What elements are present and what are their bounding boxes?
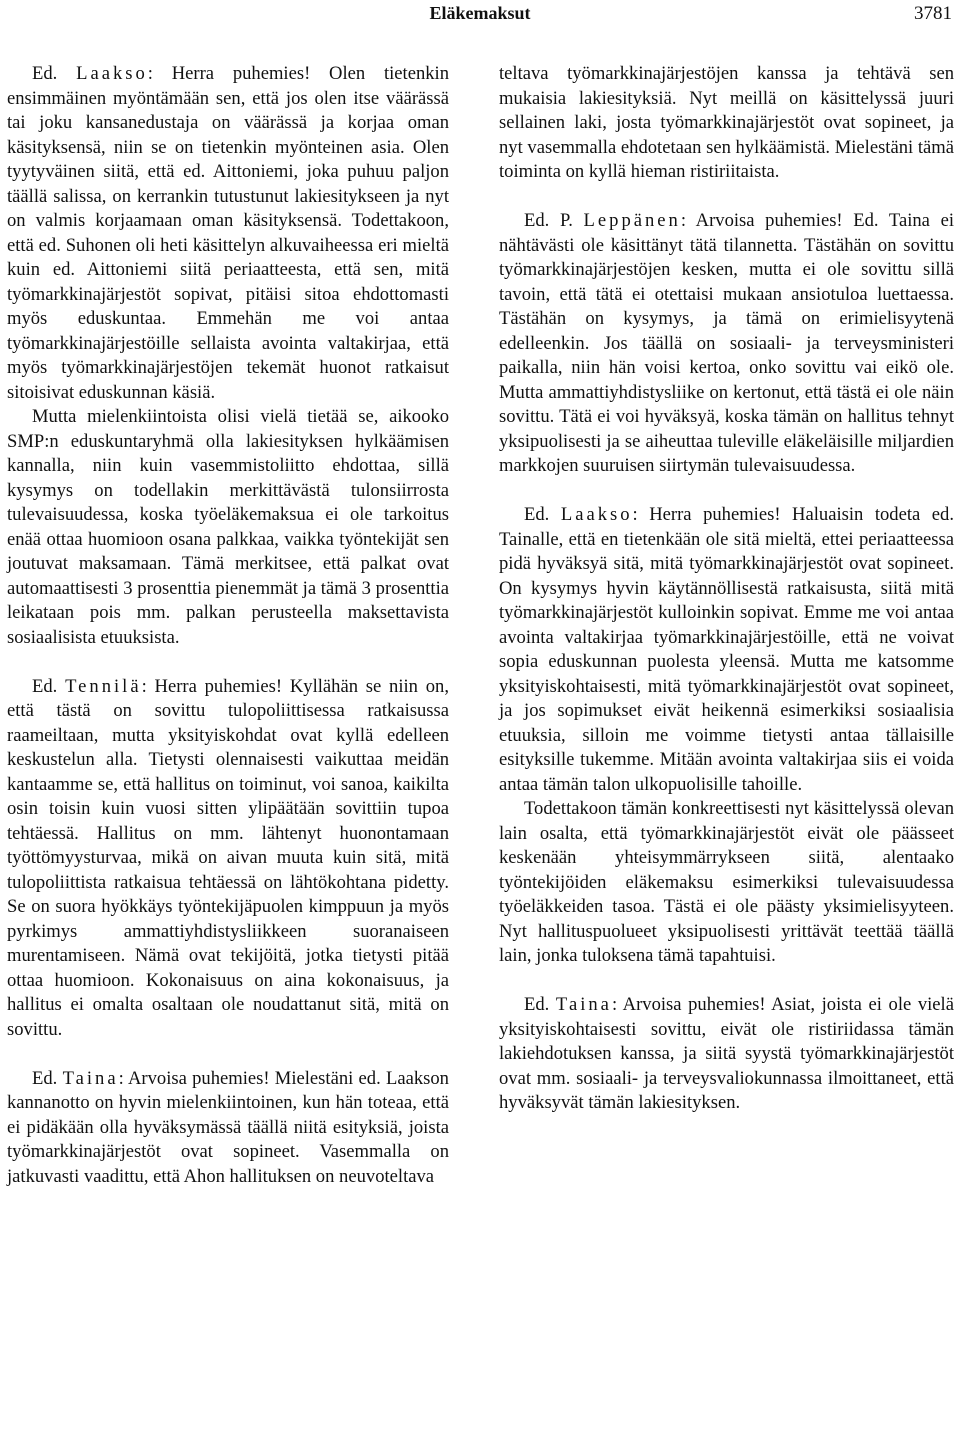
right-column bbox=[499, 62, 954, 1116]
speech-paragraph bbox=[499, 209, 954, 479]
speaker-title: Ed. bbox=[32, 1067, 58, 1089]
speech-paragraph bbox=[7, 675, 449, 1043]
paragraph-text: Todettakoon tämän konkreettisesti nyt käsittelyssä olevan lain osalta, että työmarkkinajärjestöt eivät ole päässeet keskenään yhteisymmärrykseen siitä, alentaako työntekijöiden eläkemaksu esimerkiksi tulevaisuudessa työeläkkeiden tasoa. Tästä ei ole päästy yksimielisyyteen. Nyt hallituspuolueet yksipuolisesti yrittävät teettää täällä lain, jonka tuloksena tämä tapahtuisi. bbox=[499, 798, 954, 966]
speaker-name: Taina bbox=[555, 994, 612, 1015]
speech-paragraph bbox=[7, 405, 449, 650]
paragraph-text: : Herra puhemies! Olen tietenkin ensimmäinen myöntämään sen, että jos olen itse väärässä tai joku kansanedustaja on väärässä ja korjaa oman käsityksensä, niin se on tietenkin myönteinen asia. Olen tyytyväinen siitä, että ed. Aittoniemi, joka puhuu paljon täällä salissa, on kerrankin tutustunut lakiesitykseen ja nyt on valmis korjaamaan oman käsityksensä. Todettakoon, että ed. Suhonen oli heti käsittelyn alkuvaiheessa eri mieltä kuin ed. Aittoniemi siitä periaatteesta, että sen, mitä työmarkkinajärjestöt sopivat, pitäisi sitoa ehdottomasti myös eduskuntaa. Emmehän me voi antaa työmarkkinajärjestöille sellaista avointa valtakirjaa, että myös työmarkkinajärjestöjen tekemät huonot ratkaisut sitoisivat eduskunnan käsiä. bbox=[7, 63, 450, 403]
paragraph-text: : Herra puhemies! Haluaisin todeta ed. Tainalle, että en tietenkään ole sitä mieltä, ettei periaatteessa pidä hyväksyä sitä, mitä työmarkkinajärjestöt ovat sopineet. On kysymys hyvin käytännöllisestä ratkaisusta, siitä mitä työmarkkinajärjestöt kulloinkin sopivat. Emme me voi antaa avointa valtakirjaa työmarkkinajärjestöille, että ne voivat sopia eduskunnan puolesta yleensä. Mutta me katsomme yksityiskohtaisesti, mitä työmarkkinajärjestöt ovat sopineet, ja jos sopimukset eivät heikennä esimerkiksi sosiaalisia etuuksia, silloin me voimme tietysti antaa tällaisille esityksille tukemme. Mitään avointa valtakirjaa siis ei voida antaa tämän talon ulkopuolisille tahoille. bbox=[499, 504, 954, 795]
speech-paragraph bbox=[7, 62, 449, 405]
speaker-title: Ed. bbox=[32, 63, 58, 84]
speaker-name: Laakso bbox=[76, 63, 148, 84]
speaker-title: Ed. bbox=[524, 994, 550, 1015]
speaker-name: Laakso bbox=[560, 504, 633, 525]
speaker-name: Taina bbox=[62, 1067, 119, 1089]
paragraph-text: : Arvoisa puhemies! Ed. Taina ei nähtävästi ole käsittänyt tätä tilannetta. Tästähän on sovittu työmarkkinajärjestöjen kesken, mutta ei ole sovittu sillä tavoin, että tätä ei otettaisi mukaan ansiotuloa luettaessa. Tästähän on kysymys, ja tämä on erimielisyytenä edelleenkin. Jos täällä on sosiaali- ja terveysministeri paikalla, niin hän voisi kertoa, onko sovittu vai eikö ole. Mutta ammattiyhdistysliike on kertonut, että tästä ei ole näin sovittu. Tätä ei voi hyväksyä, koska tämän on hallitus tehnyt yksipuolisesti ja se aiheuttaa tuleville eläkeläisille miljardien markkojen suuruisen siirtymän tulevaisuudessa. bbox=[499, 210, 954, 476]
page-number: 3781 bbox=[914, 3, 952, 24]
speech-paragraph bbox=[499, 503, 954, 797]
speech-paragraph bbox=[499, 993, 954, 1116]
paragraph-text: Mutta mielenkiintoista olisi vielä tietää se, aikooko SMP:n eduskuntaryhmä olla lakiesityksen hylkäämisen kannalla, niin kuin vasemmistoliitto ehdottaa, sillä kysymys on todellakin merkittävästä tulonsiirrosta tulevaisuudessa, koska työeläkemaksua ei ole tarkoitus enää ottaa huomioon osana palkkaa, vaikka työntekijät sen joutuvat maksamaan. Tämä merkitsee, että palkat ovat automaattisesti 3 prosenttia pienemmät ja tämä 3 prosenttia leikataan pois mm. palkan perusteella maksettavista sosiaalisista etuuksista. bbox=[7, 406, 449, 648]
speech-paragraph bbox=[499, 62, 954, 185]
speaker-name: Tennilä bbox=[65, 675, 142, 697]
speaker-title: Ed. bbox=[524, 504, 550, 525]
paragraph-text: : Herra puhemies! Kyllähän se niin on, että tästä on sovittu tulopoliittisessa ratkaisussa raameiltaan, mutta yksityiskohdat ovat kyllä edelleen keskustelun alla. Tietysti olennaisesti vaikuttaa meidän kantaamme se, että hallitus on toiminut, voi sanoa, kaikilta osin toisin kuin vuosi sitten ylipäätään sovittiin tupoa tehtäessä. Hallitus on mm. lähtenyt huonontamaan työttömyysturvaa, mikä on aivan muuta kuin sitä, mitä tulopoliittista ratkaisua tehtäessä on lähtökohtana pidetty. Se on suora hyökkäys työntekijäpuolen kimppuun ja myös pyrkimys ammattiyhdistysliikkeen suoranaiseen murentamiseen. Nämä ovat tekijöitä, jotka tietysti pitää ottaa huomioon. Kokonaisuus on aina kokonaisuus, ja hallitus ei omalta osaltaan ole noudattanut sitä, mitä on sovittu. bbox=[7, 675, 449, 1040]
speaker-title: Ed. P. bbox=[524, 210, 573, 231]
speaker-title: Ed. bbox=[32, 675, 58, 697]
running-header-title: Eläkemaksut bbox=[429, 3, 531, 23]
paragraph-text: : Arvoisa puhemies! Asiat, joista ei ole vielä yksityiskohtaisesti sovittu, eivät ole ristiriidassa tämän lakiehdotuksen kanssa, ja siitä syystä työmarkkinajärjestöt ovat mm. sosiaali- ja terveysvaliokunnassa ilmoittaneet, että hyväksyvät tämän lakiesityksen. bbox=[499, 994, 954, 1113]
speech-paragraph bbox=[499, 797, 954, 969]
speaker-name: Leppänen bbox=[583, 210, 681, 231]
speech-paragraph bbox=[7, 1067, 449, 1190]
paragraph-text: : Arvoisa puhemies! Mielestäni ed. Laakson kannanotto on hyvin mielenkiintoinen, kun hän toteaa, että ei pidäkään olla hyväksymässä täällä niitä esityksiä, joista työmarkkinajärjestöt ovat sopineet. Vasemmalla on jatkuvasti vaadittu, että Ahon hallituksen on neuvoteltava bbox=[7, 1067, 449, 1187]
paragraph-text: teltava työmarkkinajärjestöjen kanssa ja tehtävä sen mukaisia lakiesityksiä. Nyt meillä on käsittelyssä juuri sellainen laki, josta työmarkkinajärjestöt ovat sopineet, ja nyt vasemmalla ehdotetaan sen hylkäämistä. Mielestäni tämä toiminta on kyllä hieman ristiriitaista. bbox=[499, 63, 954, 182]
left-column bbox=[7, 62, 449, 1189]
